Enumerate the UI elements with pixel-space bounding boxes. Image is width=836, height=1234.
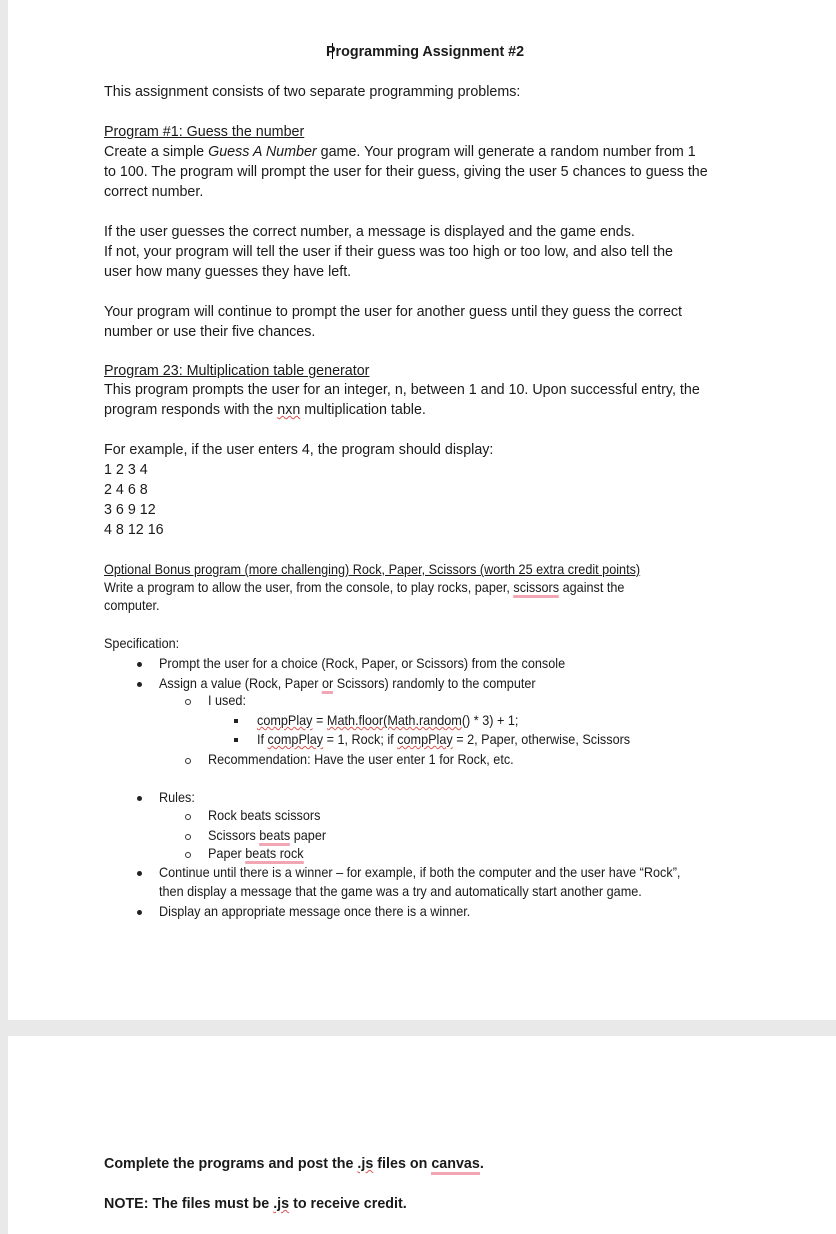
program-2-heading: Program 23: Multiplication table generator bbox=[104, 363, 370, 379]
text-run: Write a program to allow the user, from the console, to play rocks, paper, bbox=[104, 580, 514, 595]
program-1-line-3: correct number. bbox=[104, 184, 204, 200]
table-row: 1 2 3 4 bbox=[104, 462, 148, 478]
bullet-icon bbox=[137, 682, 142, 687]
text-run: multiplication table. bbox=[300, 402, 426, 418]
text-run: If bbox=[257, 732, 268, 747]
game-name: Guess A Number bbox=[208, 144, 317, 160]
program-2-line-1: This program prompts the user for an integer, n, between 1 and 10. Upon successful entry, the bbox=[104, 382, 700, 398]
code-line-1 bbox=[257, 712, 518, 730]
document-page-2 bbox=[8, 1036, 836, 1234]
code-line-2 bbox=[257, 731, 630, 749]
text-run: Assign a value (Rock, Paper bbox=[159, 676, 323, 691]
spec-subitem-1: I used: bbox=[208, 693, 246, 708]
program-1-line-5: If not, your program will tell the user if their guess was too high or too low, and also tell the bbox=[104, 244, 673, 260]
table-row: 4 8 12 16 bbox=[104, 522, 164, 538]
text-run: Scissors bbox=[208, 828, 260, 843]
circle-bullet-icon bbox=[185, 834, 191, 840]
text-run: to receive credit. bbox=[289, 1196, 407, 1212]
bullet-icon bbox=[137, 910, 142, 915]
page-title: Programming Assignment #2 bbox=[326, 44, 525, 60]
spec-subitem-2: Recommendation: Have the user enter 1 for Rock, etc. bbox=[208, 752, 514, 767]
highlight-word: scissors bbox=[513, 580, 559, 598]
program-1-line-4: If the user guesses the correct number, a message is displayed and the game ends. bbox=[104, 224, 635, 240]
circle-bullet-icon bbox=[185, 814, 191, 820]
spellcheck-word: .js bbox=[357, 1156, 374, 1172]
text-run: game. Your program will generate a random number from 1 bbox=[316, 144, 696, 160]
highlight-word: beats rock bbox=[245, 846, 303, 864]
intro-text: This assignment consists of two separate programming problems: bbox=[104, 84, 521, 100]
spec-item-3-line-1: Continue until there is a winner – for example, if both the computer and the user have “Rock”, bbox=[159, 865, 681, 880]
bullet-icon bbox=[137, 871, 142, 876]
program-1-line-6: user how many guesses they have left. bbox=[104, 264, 352, 280]
bullet-icon bbox=[137, 796, 142, 801]
specification-label: Specification: bbox=[104, 636, 180, 651]
document-page-1 bbox=[8, 0, 836, 1020]
spec-item-1: Prompt the user for a choice (Rock, Paper, or Scissors) from the console bbox=[159, 656, 566, 671]
highlight-word: or bbox=[322, 676, 333, 694]
rule-3 bbox=[208, 845, 304, 863]
spellcheck-word: compPlay bbox=[267, 732, 324, 747]
text-run: Create a simple bbox=[104, 144, 209, 160]
highlight-word: canvas bbox=[431, 1156, 480, 1175]
program-1-line-2: to 100. The program will prompt the user for their guess, giving the user 5 chances to guess the bbox=[104, 164, 708, 180]
bullet-icon bbox=[137, 662, 142, 667]
program-1-line-7: Your program will continue to prompt the user for another guess until they guess the correct bbox=[104, 304, 683, 320]
rules-label: Rules: bbox=[159, 790, 195, 805]
text-run: files on bbox=[373, 1156, 432, 1172]
spellcheck-word: .js bbox=[273, 1196, 290, 1212]
text-run: = 1, Rock; if bbox=[323, 732, 398, 747]
program-2-line-2 bbox=[104, 400, 426, 420]
spellcheck-word: compPlay bbox=[397, 732, 453, 747]
bonus-line-2: computer. bbox=[104, 598, 160, 613]
square-bullet-icon bbox=[234, 719, 238, 723]
text-run: against the bbox=[559, 580, 625, 595]
square-bullet-icon bbox=[234, 738, 238, 742]
rule-2 bbox=[208, 827, 326, 845]
circle-bullet-icon bbox=[185, 758, 191, 764]
text-run: . bbox=[479, 1156, 484, 1172]
spec-item-4: Display an appropriate message once there is a winner. bbox=[159, 904, 471, 919]
text-run: () * 3) + 1; bbox=[461, 713, 519, 728]
highlight-word: beats bbox=[259, 828, 290, 846]
text-run: = bbox=[312, 713, 327, 728]
spellcheck-word: nxn bbox=[277, 402, 301, 418]
example-text: For example, if the user enters 4, the program should display: bbox=[104, 442, 494, 458]
spec-item-2 bbox=[159, 675, 536, 693]
bonus-line-1 bbox=[104, 579, 624, 597]
text-run: Paper bbox=[208, 846, 246, 861]
text-run: paper bbox=[290, 828, 327, 843]
circle-bullet-icon bbox=[185, 699, 191, 705]
program-1-line-8: number or use their five chances. bbox=[104, 324, 316, 340]
text-run: Scissors) randomly to the computer bbox=[333, 676, 536, 691]
spellcheck-word: compPlay bbox=[257, 713, 313, 728]
table-row: 2 4 6 8 bbox=[104, 482, 148, 498]
text-run: program responds with the bbox=[104, 402, 278, 418]
text-run: = 2, Paper, otherwise, Scissors bbox=[452, 732, 631, 747]
rule-1: Rock beats scissors bbox=[208, 808, 321, 823]
text-run: Complete the programs and post the bbox=[104, 1156, 358, 1172]
text-run: NOTE: The files must be bbox=[104, 1196, 274, 1212]
spellcheck-word: Math.floor(Math.random bbox=[326, 713, 462, 728]
circle-bullet-icon bbox=[185, 852, 191, 858]
spec-item-3-line-2: then display a message that the game was a try and automatically start another game. bbox=[159, 884, 642, 899]
footer-note bbox=[104, 1194, 407, 1214]
program-1-line-1 bbox=[104, 142, 696, 162]
program-1-heading: Program #1: Guess the number bbox=[104, 124, 305, 140]
footer-line-1 bbox=[104, 1154, 484, 1174]
table-row: 3 6 9 12 bbox=[104, 502, 156, 518]
bonus-heading: Optional Bonus program (more challenging) Rock, Paper, Scissors (worth 25 extra credit points) bbox=[104, 562, 641, 577]
